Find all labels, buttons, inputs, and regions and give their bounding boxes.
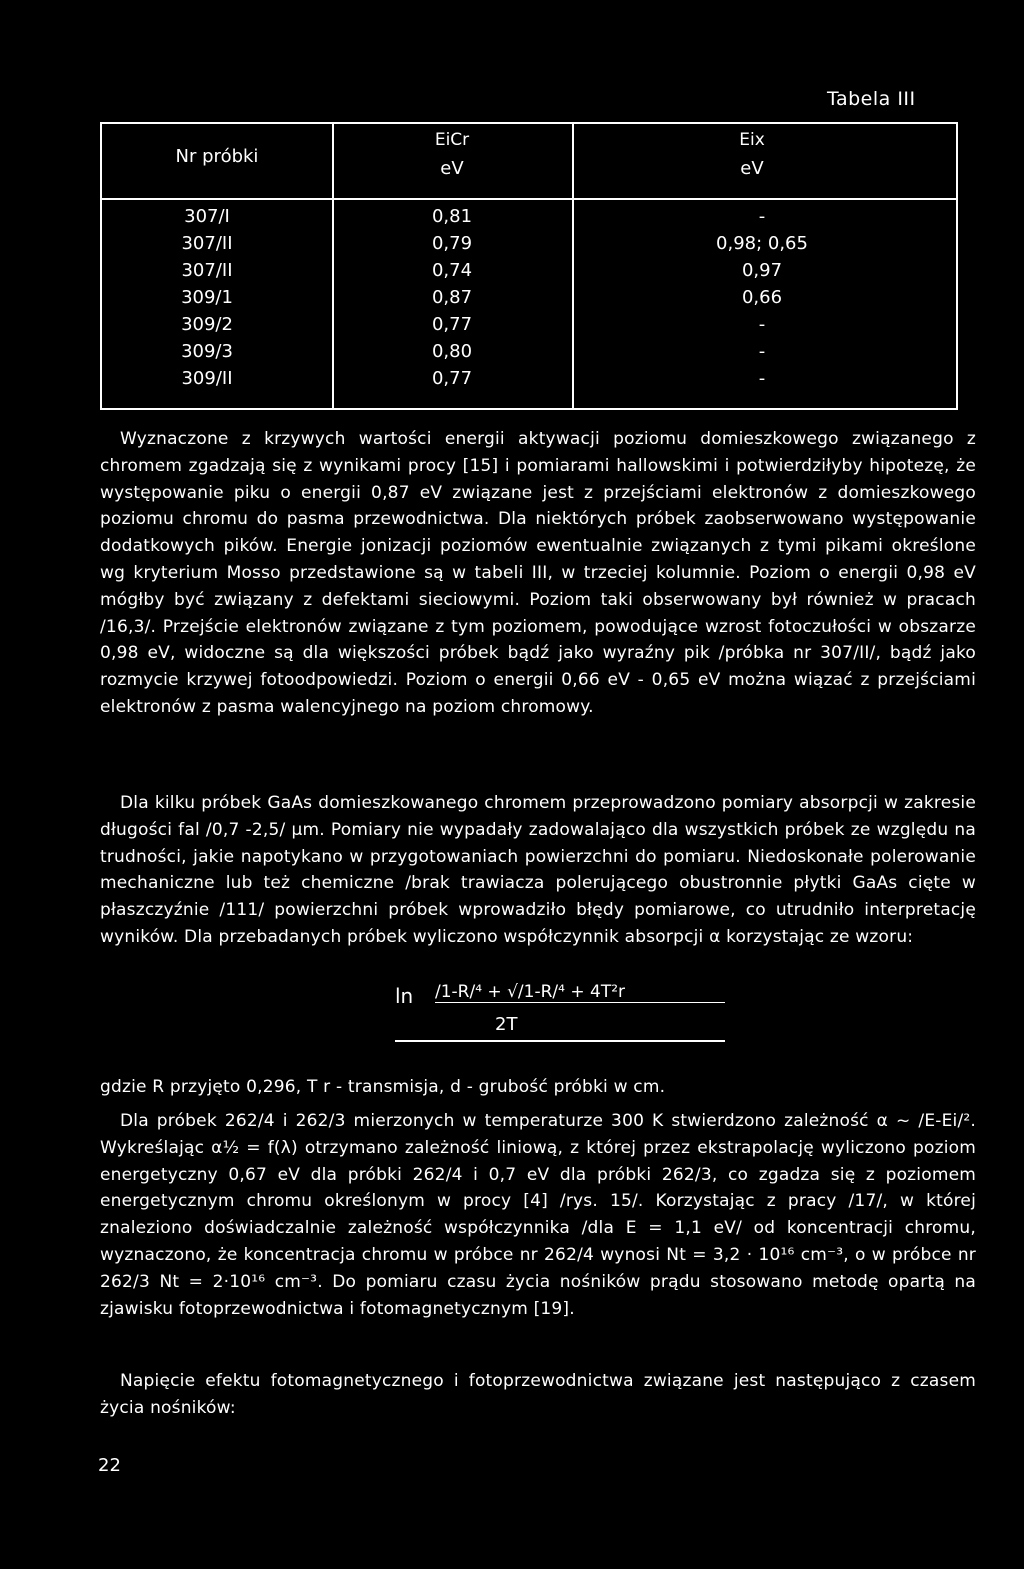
cell-eix: -	[758, 206, 766, 227]
table-row	[102, 206, 956, 234]
paragraph-absorption	[100, 790, 976, 951]
table-row	[102, 341, 956, 369]
paragraph-lifetime-measurement	[100, 1108, 976, 1322]
cell-sample: 307/I	[184, 206, 230, 227]
table-row	[102, 368, 956, 396]
paragraph-text: Dla kilku próbek GaAs domieszkowanego chromem przeprowadzono pomiary absorpcji w zakresie długości fal /0,7 -2,5/ μm. Pomiary nie wypadały zadowalająco dla wszystkich próbek ze względu na trudności, jakie napotykano w przygotowaniach powierzchni do pomiaru. Niedoskonałe polerowanie mechaniczne lub też chemiczne /brak trawiacza polerującego obustronnie płytki GaAs cięte w płaszczyźnie /111/ powierzchni próbek wprowadziło błędy pomiarowe, co utrudniło interpretację wyników. Dla przebadanych próbek wyliczono współczynnik absorpcji α korzystając ze wzoru:	[100, 793, 976, 947]
header-eix	[692, 132, 812, 179]
paragraph-legend	[100, 1074, 976, 1101]
cell-eix: 0,97	[741, 260, 783, 281]
header-eicr-subscript: iCr	[445, 130, 470, 150]
paragraph-text: Wyznaczone z krzywych wartości energii aktywacji poziomu domieszkowego związanego z chromem zgadzają się z wynikami procy [15] i pomiarami hallowskimi i potwierdziłyby hipotezę, że występowanie piku o energii 0,87 eV związane jest z przejściami elektronów z domieszkowego poziomu chromu do pasma przewodnictwa. Dla niektórych próbek zaobserwowano występowanie dodatkowych pików. Energie jonizacji poziomów ewentualnie związanych z tymi pikami określone wg kryterium Mosso przedstawione są w tabeli III, w trzeciej kolumnie. Poziom o energii 0,98 eV mógłby być związany z defektami sieciowymi. Poziom taki obserwowany był również w pracach /16,3/. Przejście elektronów związane z tym poziomem, powodujące wzrost fotoczułości w obszarze 0,98 eV, widoczne są dla większości próbek bądź jako wyraźny pik /próbka nr 307/II/, bądź jako rozmycie krzywej fotoodpowiedzi. Poziom o energii 0,66 eV - 0,65 eV można wiązać z przejściami elektronów z pasma walencyjnego na poziom chromowy.	[100, 429, 976, 717]
cell-eicr: 0,80	[431, 341, 473, 362]
cell-eix: -	[758, 314, 766, 335]
formula-ln: ln	[395, 984, 414, 1008]
table-row	[102, 260, 956, 288]
cell-eicr: 0,77	[431, 368, 473, 389]
paragraph-activation-energy	[100, 426, 976, 721]
formula-numerator: /1-R/⁴ + √/1-R/⁴ + 4T²r	[435, 982, 725, 1003]
cell-eicr: 0,81	[431, 206, 473, 227]
cell-eix: 0,66	[741, 287, 783, 308]
table-row	[102, 287, 956, 315]
cell-eicr: 0,77	[431, 314, 473, 335]
table-caption: Tabela III	[827, 88, 916, 110]
header-eix-unit: eV	[740, 158, 764, 179]
page-number: 22	[98, 1455, 121, 1476]
table-header-divider	[102, 198, 956, 200]
header-eicr-symbol: E	[434, 130, 446, 150]
cell-sample: 309/2	[181, 314, 233, 335]
cell-eix: -	[758, 341, 766, 362]
absorption-formula	[395, 978, 725, 1048]
cell-eix: 0,98; 0,65	[716, 233, 808, 254]
cell-sample: 307/II	[181, 260, 233, 281]
cell-eicr: 0,74	[431, 260, 473, 281]
cell-eix: -	[758, 368, 766, 389]
formula-denominator: 2T	[495, 1014, 518, 1035]
table-row	[102, 233, 956, 261]
table-row	[102, 314, 956, 342]
cell-sample: 309/3	[181, 341, 233, 362]
cell-sample: 309/1	[181, 287, 233, 308]
header-eix-subscript: ix	[749, 130, 765, 150]
formula-fraction-bar	[395, 1040, 725, 1042]
cell-sample: 309/II	[181, 368, 233, 389]
header-eicr-unit: eV	[440, 158, 464, 179]
paragraph-text: Napięcie efektu fotomagnetycznego i fotoprzewodnictwa związane jest następująco z czasem życia nośników:	[100, 1371, 976, 1418]
cell-sample: 307/II	[181, 233, 233, 254]
cell-eicr: 0,79	[431, 233, 473, 254]
data-table	[100, 122, 958, 410]
paragraph-text: gdzie R przyjęto 0,296, T r - transmisja, d - grubość próbki w cm.	[100, 1077, 666, 1097]
cell-eicr: 0,87	[431, 287, 473, 308]
header-eicr	[392, 132, 512, 179]
paragraph-photomagnetic	[100, 1368, 976, 1422]
header-eix-symbol: E	[739, 130, 750, 150]
paragraph-text: Dla próbek 262/4 i 262/3 mierzonych w temperaturze 300 K stwierdzono zależność α ~ /E-Ei/². Wykreślając α½ = f(λ) otrzymano zależność liniową, z której przez ekstrapolację wyliczono poziom energetyczny 0,67 eV dla próbki 262/4 i 0,7 eV dla próbki 262/3, co zgadza się z poziomem energetycznym chromu określonym w procy [4] /rys. 15/. Korzystając z pracy /17/, w której znaleziono doświadczalnie zależność współczynnika /dla E = 1,1 eV/ od koncentracji chromu, wyznaczono, że koncentracja chromu w próbce nr 262/4 wynosi Nt = 3,2 · 10¹⁶ cm⁻³, o w próbce nr 262/3 Nt = 2·10¹⁶ cm⁻³. Do pomiaru czasu życia nośników prądu stosowano metodę opartą na zjawisku fotoprzewodnictwa i fotomagnetycznym [19].	[100, 1111, 976, 1319]
header-sample-number: Nr próbki	[175, 146, 259, 167]
